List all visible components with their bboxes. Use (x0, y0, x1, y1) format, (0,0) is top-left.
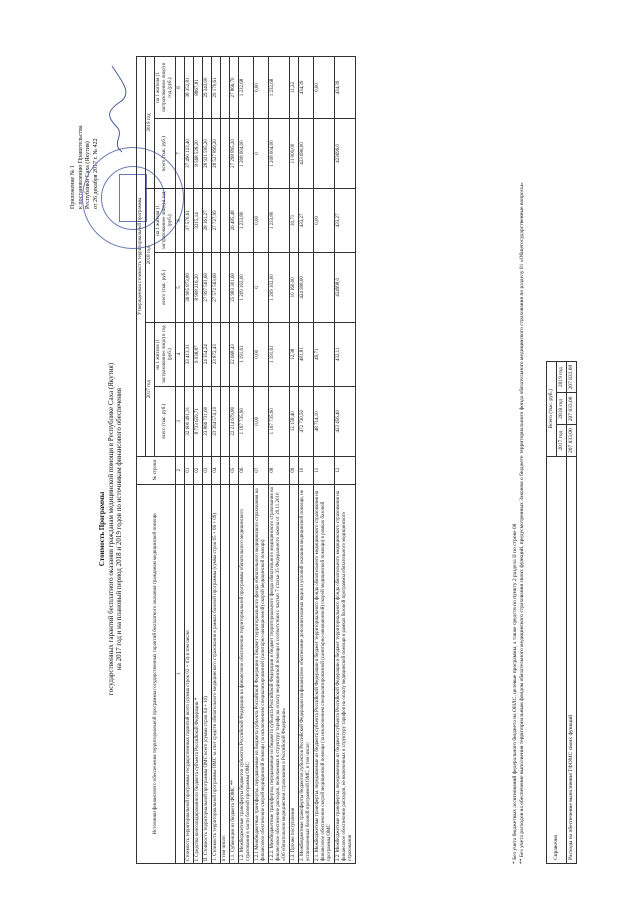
row-value: 29 343,00 (203, 57, 212, 119)
table-row (254, 57, 269, 864)
row-label: 2.1. Межбюджетные трансферты, передаваемые из бюджета субъекта Российской Федерации в бюджет территориального фонда обязательного медицинского страхования на финансовое обеспечение скорой медицинской помощи (за исключением специализированной (санитарно-авиационной) скорой медицинской помощи) в рамках базовой программы ОМС (314, 484, 335, 863)
row-value: 27 572 563,60 (212, 252, 221, 322)
column-number-row (176, 57, 185, 864)
row-number: 11 (314, 456, 335, 484)
row-value: 1 232,68 (239, 57, 254, 119)
appendix-line: к постановлению Правительства (77, 125, 84, 209)
row-value: 423 696,00 (299, 119, 314, 189)
colnum: 6 (176, 188, 185, 252)
row-label: в том числе: (221, 484, 230, 863)
row-value: 23 872,43 (212, 322, 221, 386)
row-value: 434,39 (299, 57, 314, 119)
row-label: 1.2.1 Межбюджетные трансферты, передаваемые из бюджета субъекта Российской Федерации в бюджет территориального фонда обязательного медицинского страхования на финансовое обеспечение скорой медицинской помощи (за исключением специализированной (санитарно-авиационной) скорой медицинской помощи) (254, 484, 269, 863)
row-value: 37 490 123,40 (185, 119, 194, 189)
colnum: 8 (176, 57, 185, 119)
footnote: ** Без учета расходов на обеспечение выполнения территориальным фондом обязательного медицинского страхования своих функций, предусмотренных Законом о бюджете территориального фонда обязательного медицинского страхования по разделу 01 «Общегосударственные вопросы» (519, 182, 525, 864)
row-value (221, 57, 230, 119)
row-number: 12 (335, 456, 356, 484)
table-row (314, 57, 335, 864)
row-value: 27 866,70 (230, 57, 239, 119)
row-value: 28 161,27 (203, 188, 212, 252)
appendix-line: Республики Саха (Якутия) (85, 141, 91, 209)
row-value: 1 191,61 (269, 322, 290, 386)
reference-value: 207 833,00 (567, 393, 577, 425)
row-value: 24 354,24 (203, 322, 212, 386)
row-label: 2.2. Межбюджетные трансферты, передаваемые из бюджета субъекта Российской Федерации в бюджет территориального фонда обязательного медицинского страхования на финансовое обеспечение расходов, не включенных в структуру тарифов на оплату медицинской помощи в рамках базовой программы обязательного медицинского страхования (335, 484, 356, 863)
reference-year: 2019 год (557, 361, 567, 393)
row-number: 03 (203, 456, 212, 484)
reference-unit: Всего (тыс. руб.) (547, 361, 557, 456)
reference-value: 207 833,00 (567, 425, 577, 457)
row-value: 8 908 216,20 (194, 252, 203, 322)
row-value: 27 298 895,20 (230, 119, 239, 189)
row-label: Стоимость территориальной программы государственных гарантий всего (сумма строк 02 + 03) в том числе: (185, 484, 194, 863)
row-value: 33 413,31 (185, 322, 194, 386)
reference-label: Справочно (547, 457, 567, 864)
row-value: 0,00 (254, 322, 269, 386)
table-row (203, 57, 212, 864)
row-value (221, 386, 230, 456)
reference-table (546, 361, 577, 864)
row-value: 1 191,61 (239, 322, 254, 386)
row-value: 49,71 (314, 322, 335, 386)
row-value: 481,81 (299, 322, 314, 386)
row-label: 1.3. Прочие поступления (290, 484, 299, 863)
row-value: 434,39 (335, 57, 356, 119)
row-value: 38 352,81 (185, 57, 194, 119)
row-value: 32 600 491,31 (185, 386, 194, 456)
row-value: 433,27 (335, 188, 356, 252)
footnote: * Без учета бюджетных ассигнований федерального бюджета на ОНЛС, целевые программы, а также средств по пункту 2 раздела II по строке 08 (512, 523, 518, 864)
row-value: 9 038,87 (194, 322, 203, 386)
row-value: 48 714,10 (314, 386, 335, 456)
row-value: 1 232,68 (269, 57, 290, 119)
row-value: 1 209 102,00 (269, 252, 290, 322)
table-row (299, 57, 314, 864)
table-row (194, 57, 203, 864)
row-number: 02 (194, 456, 203, 484)
row-number: 10 (299, 456, 314, 484)
row-value: 472 730,50 (299, 386, 314, 456)
row-number: 06 (239, 456, 254, 484)
header-year-2018: 2018 год (146, 188, 155, 322)
row-value: 1 167 735,90 (269, 386, 290, 456)
row-value: 424998,0 (335, 252, 356, 322)
table-row (212, 57, 221, 864)
row-value: 433,27 (299, 188, 314, 252)
row-number: 09 (290, 456, 299, 484)
row-value: 12,38 (290, 322, 299, 386)
row-value (221, 119, 230, 189)
row-value: 29 170,61 (212, 57, 221, 119)
colnum: 5 (176, 252, 185, 322)
row-value: 1 209 102,00 (239, 252, 254, 322)
header-per-capita: на 1 жителя (1 застрахованное лицо) в год (руб.) (155, 188, 176, 252)
row-label: 1. Стоимость территориальной программы ОМС за счет средств обязательного медицинского страхования в рамках базовой программы (сумма строк 05 + 06 + 09) (212, 484, 221, 863)
row-label: II. Стоимость территориальной программы ОМС всего (сумма строк 04 + 10) (203, 484, 212, 863)
row-value (221, 188, 230, 252)
title-line-2: государственных гарантий бесплатного оказания гражданам медицинской помощи в Республике Саха (Якутия) (106, 362, 115, 696)
row-number: 08 (269, 456, 290, 484)
reference-row-label: Расходы на обеспечение выполнения ТФОМС своих функций (567, 457, 577, 864)
table-row (269, 57, 290, 864)
table-row (290, 57, 299, 864)
header-approved: Утвержденная стоимость территориальной программы (137, 57, 146, 457)
table-row (335, 57, 356, 864)
row-value: 8867,81 (194, 57, 203, 119)
rotated-page (64, 49, 624, 869)
header-year-2017: 2017 год (146, 322, 155, 456)
row-value: 26 485,48 (230, 188, 239, 252)
table-body (185, 57, 356, 864)
row-value: 25 983 301,60 (230, 252, 239, 322)
row-value: 23 394 574,10 (212, 386, 221, 456)
row-value: 28 527 899,20 (212, 119, 221, 189)
row-value: 0,00 (254, 386, 269, 456)
document-title (98, 229, 124, 829)
row-value: 1 208 004,00 (239, 119, 254, 189)
header-total: всего (тыс. руб.) (155, 386, 176, 456)
header-per-capita: на 1 жителя (1 застрахованное лицо) в год (руб.) (155, 322, 176, 386)
row-value: 0 (254, 119, 269, 189)
table-row (230, 57, 239, 864)
row-value (221, 252, 230, 322)
title-line-3: на 2017 год и на плановый период 2018 и 2019 годов по источникам финансового обеспечения (115, 388, 123, 670)
row-value: 423 456,40 (335, 386, 356, 456)
header-total: всего (тыс. руб.) (155, 119, 176, 189)
row-value: 27 997 561,60 (203, 252, 212, 322)
reference-year: 2018 год (557, 393, 567, 425)
row-value: 22 668,43 (230, 322, 239, 386)
colnum: 2 (176, 456, 185, 484)
row-value: 432,11 (335, 322, 356, 386)
row-label: 1.2. Межбюджетные трансферты бюджетов субъектов Российской Федерации на финансовое обеспечение территориальной программы обязательного медицинского страхования в части базовой программы ОМС (239, 484, 254, 863)
row-value: 0,00 (314, 188, 335, 252)
row-value: 1 233,80 (269, 188, 290, 252)
header-total: всего (тыс. руб.) (155, 252, 176, 322)
row-value (314, 252, 335, 322)
reference-year: 2017 год (557, 425, 567, 457)
row-value: 8 733 659,71 (194, 386, 203, 456)
colnum: 3 (176, 386, 185, 456)
row-number: 04 (212, 456, 221, 484)
row-value: 8 568 528,20 (194, 119, 203, 189)
row-value: 28 921 595,20 (203, 119, 212, 189)
row-number: 05 (230, 456, 239, 484)
reference-value: 207 833,00 (567, 361, 577, 393)
row-value: 0,00 (314, 57, 335, 119)
row-value: 0 (254, 252, 269, 322)
row-value: 36 905 873,80 (185, 252, 194, 322)
header-source: Источники финансового обеспечения территориальной программы государственных гарантий бесплатного оказания гражданам медицинской помощи (137, 484, 176, 863)
row-value: 0,00 (254, 57, 269, 119)
row-value (314, 119, 335, 189)
row-value: 10 160,00 (290, 252, 299, 322)
header-per-capita: на 1 жителя (1 застрахованное лицо) в год (руб.) (155, 57, 176, 119)
cost-table (136, 56, 356, 864)
row-value: 11,22 (290, 57, 299, 119)
header-year-2019: 2019 год (146, 57, 155, 189)
row-label: 2. Межбюджетные трансферты бюджетов субъектов Российской Федерации на финансовое обеспечение дополнительных видов и условий оказания медицинской помощи, не установленных базовой программой ОМС, в том числе: (299, 484, 314, 863)
table-row (185, 57, 194, 864)
row-value: 1 233,80 (239, 188, 254, 252)
row-value: 1 208 004,00 (269, 119, 290, 189)
row-value: 27 727,99 (212, 188, 221, 252)
row-value: 11 000,00 (290, 119, 299, 189)
colnum: 1 (176, 484, 185, 863)
row-label: I. Средства консолидированного бюджета субъекта Российской Федерации * (194, 484, 203, 863)
row-value: 22 214 679,80 (230, 386, 239, 456)
colnum: 7 (176, 119, 185, 189)
colnum: 4 (176, 322, 185, 386)
row-label: 1.1. Субвенции из бюджета ФОМС ** (230, 484, 239, 863)
row-value: 10,71 (290, 188, 299, 252)
row-value: 23 866 731,60 (203, 386, 212, 456)
row-number: 01 (185, 456, 194, 484)
row-value: 423696,0 (335, 119, 356, 189)
row-number: 07 (254, 456, 269, 484)
row-value: 37 570,61 (185, 188, 194, 252)
row-value: 12 158,40 (290, 386, 299, 456)
title-line-1: Стоимость Программы (98, 491, 106, 567)
row-value: 1 167 735,90 (239, 386, 254, 456)
row-value: 0,00 (254, 188, 269, 252)
row-value: 9215,14 (194, 188, 203, 252)
header-row-no: № строки (137, 456, 176, 484)
appendix-line: Приложение № 1 (70, 165, 76, 209)
appendix-line: от 26 декабря 2017 г. № 422 (92, 138, 99, 209)
footnotes (512, 56, 526, 864)
signature-icon (106, 64, 128, 154)
table-row (239, 57, 254, 864)
row-value: 424 998,00 (299, 252, 314, 322)
row-value (221, 322, 230, 386)
row-number (221, 456, 230, 484)
table-row (221, 57, 230, 864)
row-label: 1.2.2. Межбюджетные трансферты, передаваемые из бюджета субъекта Российской Федерации в бюджет территориального фонда обязательного медицинского страхования на финансовое обеспечение расходов, включаемых в структуру тарифа на оплату медицинской помощи в соответствии с частью 7 статьи 35 Федерального закона от 29.11.2010 «Об обязательном медицинском страховании в Российской Федерации» (269, 484, 290, 863)
